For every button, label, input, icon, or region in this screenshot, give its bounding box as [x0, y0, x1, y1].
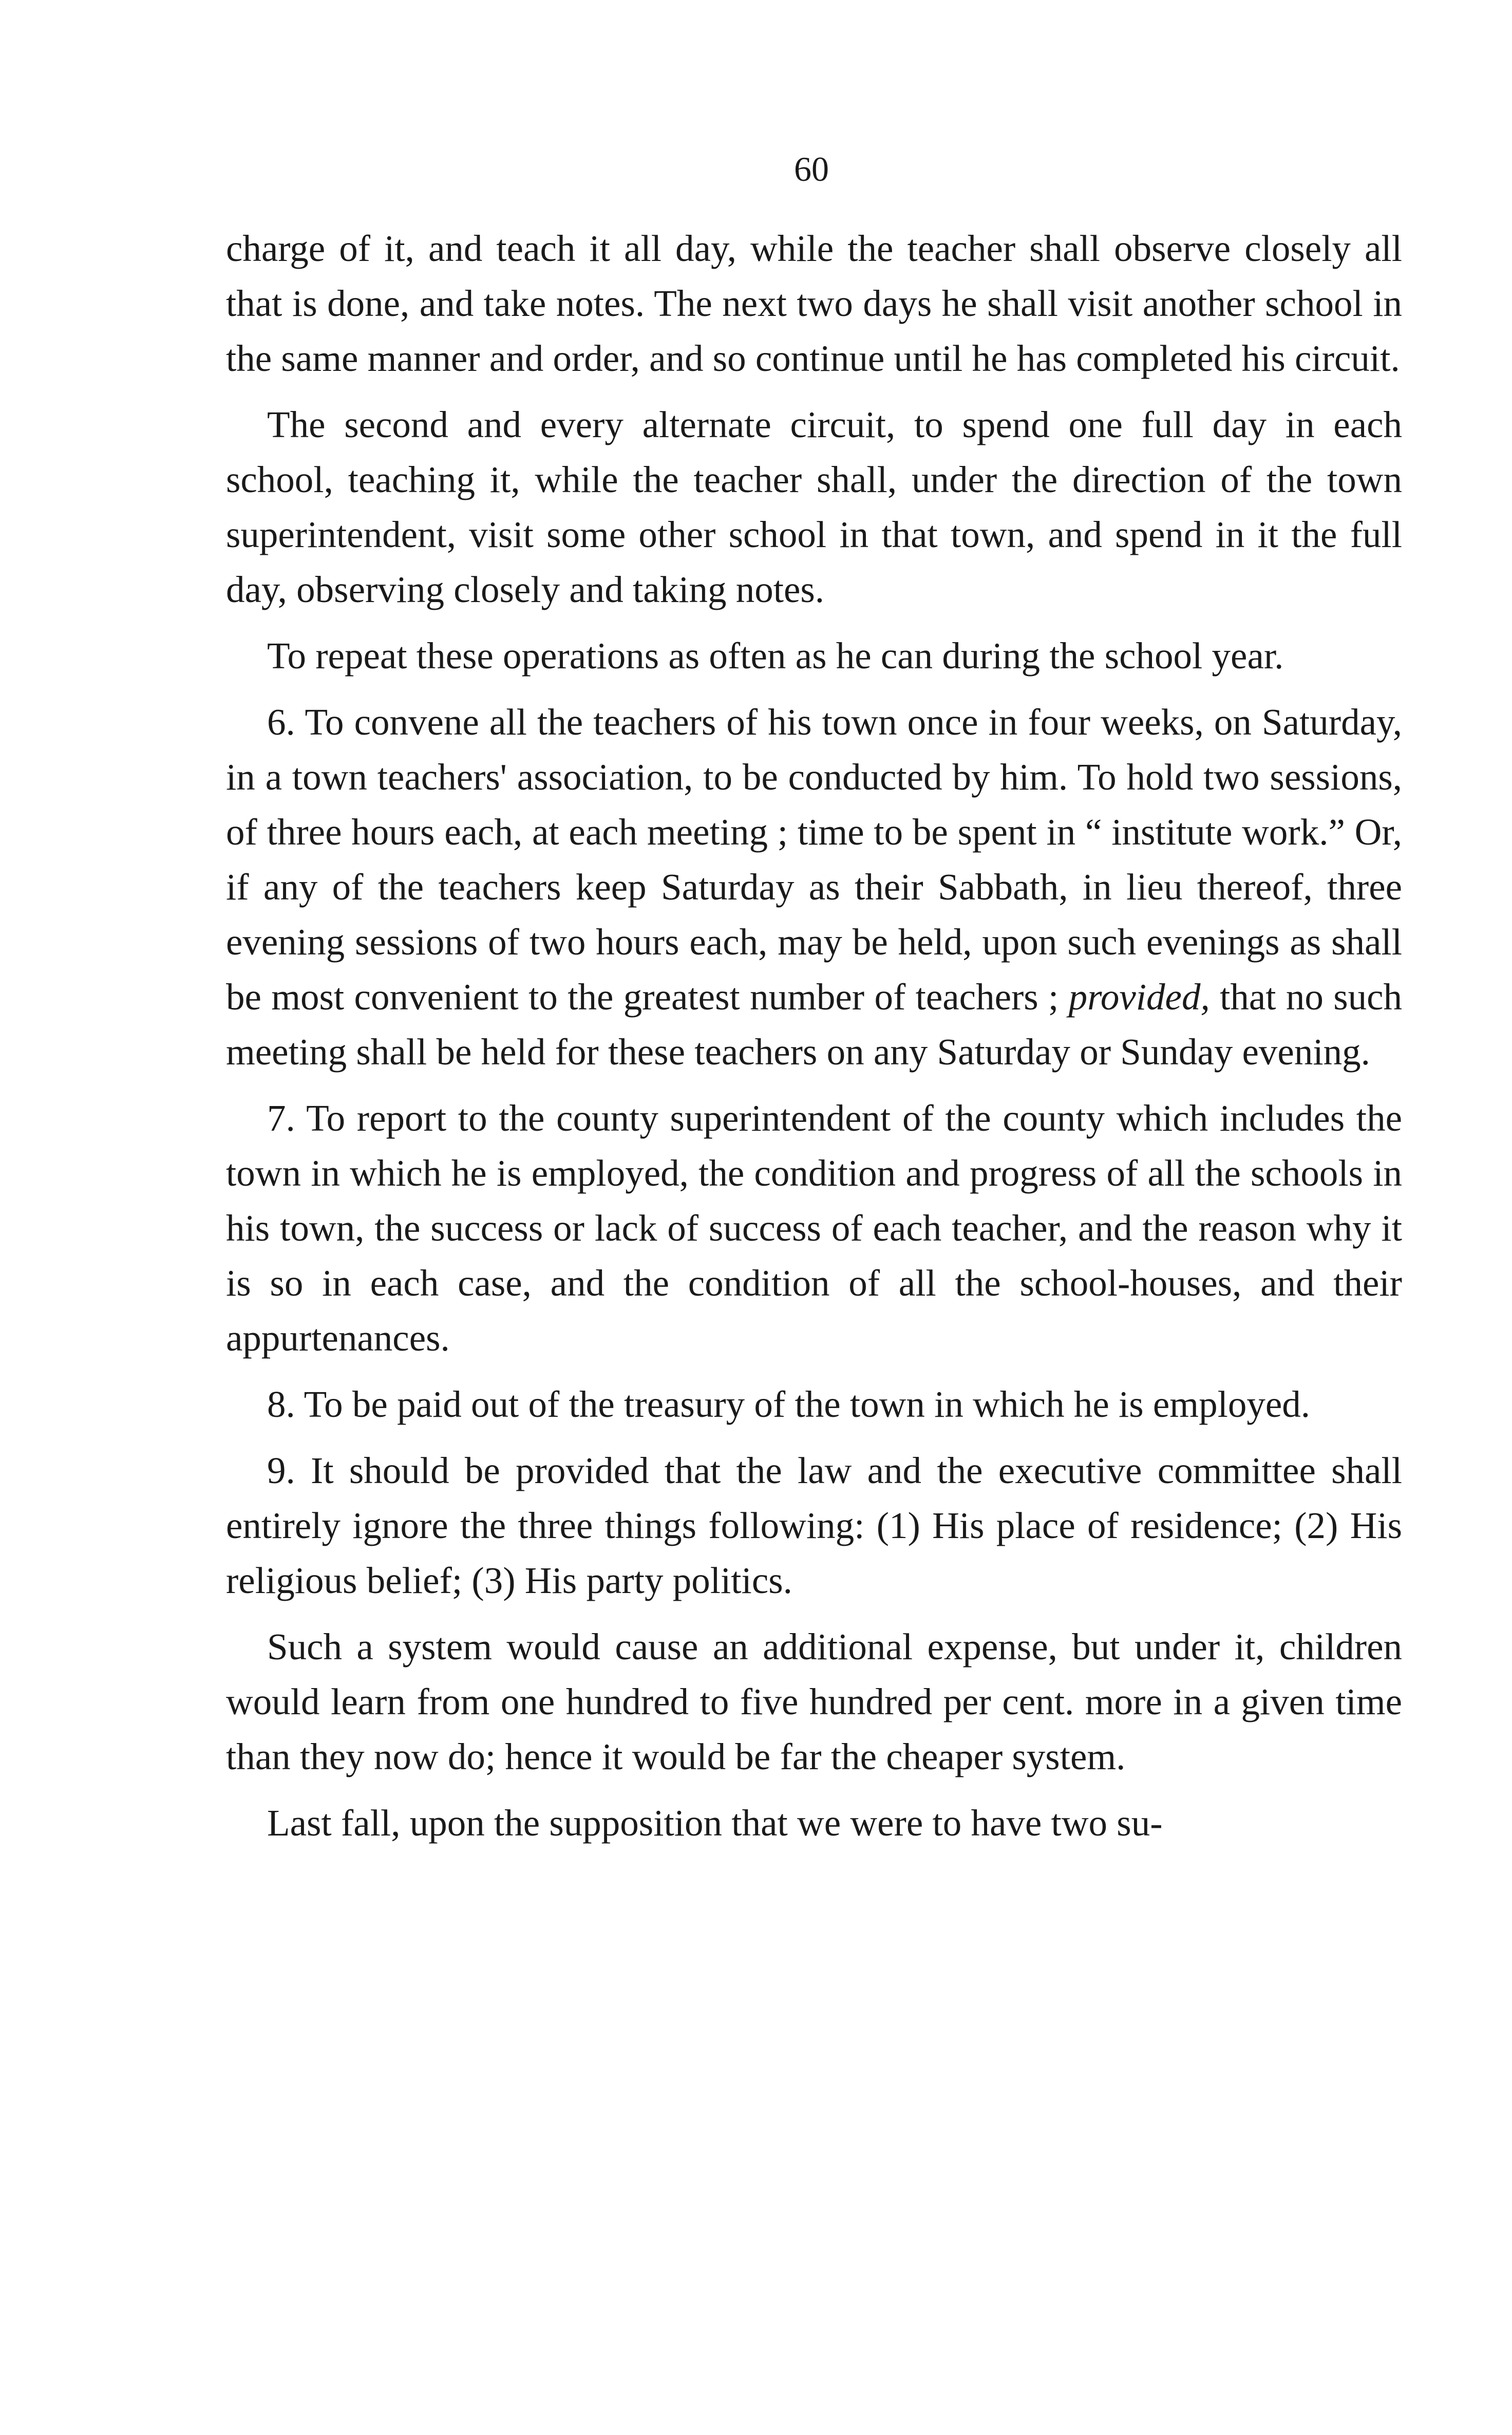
paragraph-item-7: 7. To report to the county superintendent of the county which includes the town in which he is employed, the condition and progress of all the schools in his town, the success or lack of success of each teacher, and the reason why it is so in each case, and the condition of all the school-houses, and their appurtenances.	[226, 1097, 1402, 1359]
paragraph-last-fall: Last fall, upon the supposition that we were to have two su-	[267, 1802, 1163, 1844]
paragraph-circuit-alternate: The second and every alternate circuit, to spend one full day in each school, teaching it, while the teacher shall, under the direction of the town superintendent, visit some other school in that town, and spend in it the full day, observing closely and taking notes.	[226, 404, 1402, 610]
paragraph-circuit-first: charge of it, and teach it all day, while the teacher shall observe closely all that is done, and take notes. The next two days he shall visit another school in the same manner and order, and so continue until he has completed his circuit.	[226, 228, 1402, 379]
paragraph-repeat-operations: To repeat these operations as often as he can during the school year.	[267, 635, 1284, 677]
paragraph-item-9: 9. It should be provided that the law and the executive committee shall entirely ignore the three things following: (1) His place of residence; (2) His religious belief; (3) His party politics.	[226, 1450, 1402, 1601]
paragraph-item-8: 8. To be paid out of the treasury of the town in which he is employed.	[267, 1383, 1311, 1425]
page-number: 60	[794, 149, 829, 189]
paragraph-system-expense: Such a system would cause an additional expense, but under it, children would learn from one hundred to five hundred per cent. more in a given time than they now do; hence it would be far the cheaper system.	[226, 1626, 1402, 1777]
body-text	[226, 221, 1402, 1850]
item-6-text: 6. To convene all the teachers of his town once in four weeks, on Saturday, in a town teachers' association, to be conducted by him. To hold two sessions, of three hours each, at each meeting ; time to be spent in “ institute work.” Or, if any of the teachers keep Saturday as their Sabbath, in lieu thereof, three evening sessions of two hours each, may be held, upon such evenings as shall be most convenient to the greatest number of teachers ;	[226, 701, 1402, 1018]
item-6-italic: provided,	[1068, 976, 1210, 1018]
paragraph-item-6	[226, 695, 1402, 1079]
item-6-after: that no such meeting shall be held for these teachers on any Saturday or Sunday evening.	[226, 976, 1403, 1073]
